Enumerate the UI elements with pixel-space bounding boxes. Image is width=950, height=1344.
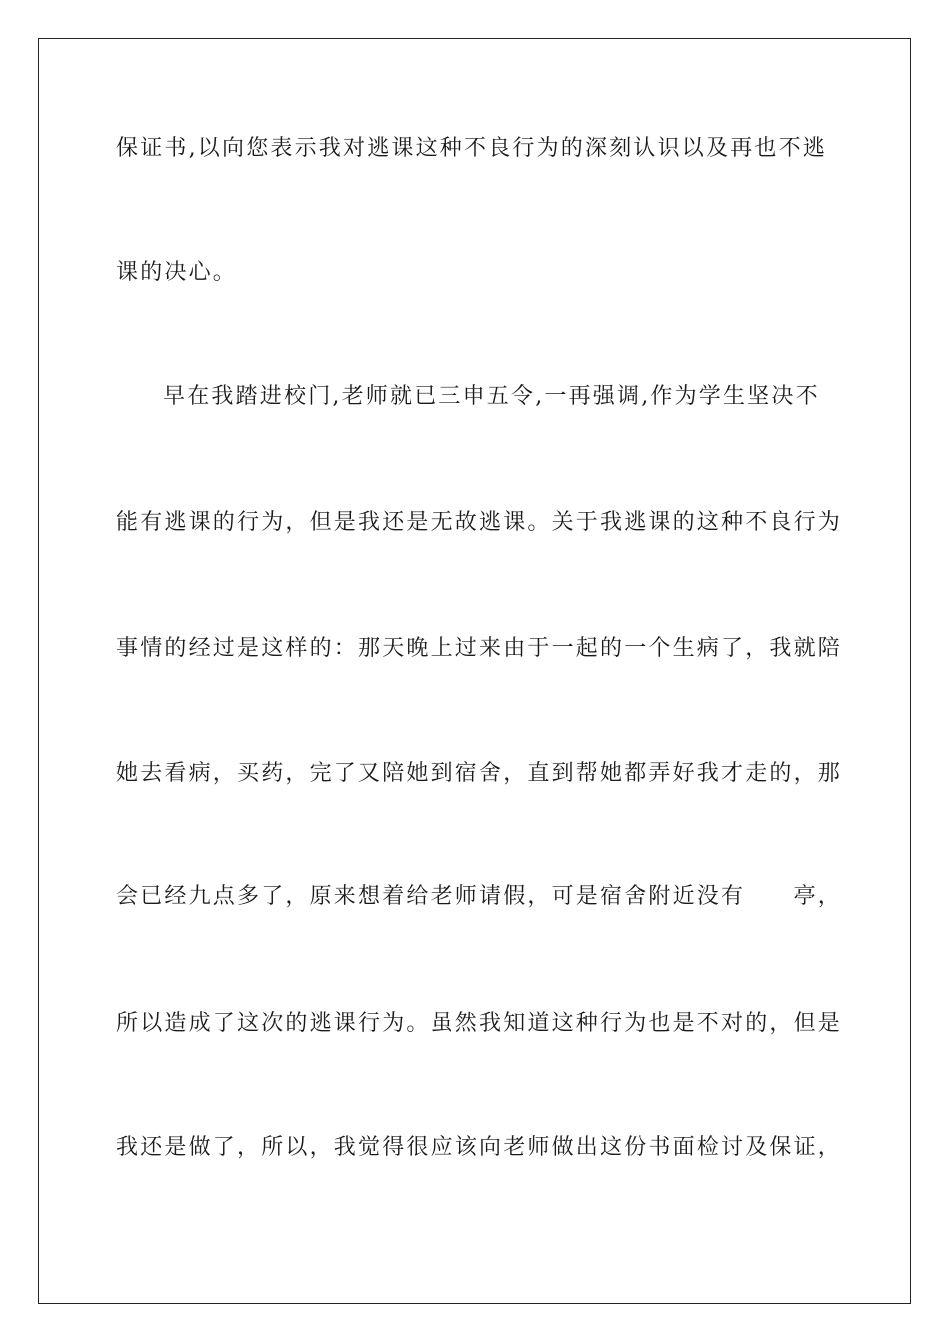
text-line-6: 她去看病，买药，完了又陪她到宿舍，直到帮她都弄好我才走的，那	[116, 761, 843, 786]
text-line-1: 保证书,以向您表示我对逃课这种不良行为的深刻认识以及再也不逃	[116, 136, 827, 161]
text-line-4: 能有逃课的行为，但是我还是无故逃课。关于我逃课的这种不良行为	[116, 510, 843, 535]
text-line-8: 所以造成了这次的逃课行为。虽然我知道这种行为也是不对的，但是	[116, 1011, 843, 1036]
page-border	[38, 38, 911, 1304]
text-line-2: 课的决心。	[116, 260, 238, 285]
text-line-3: 早在我踏进校门,老师就已三申五令,一再强调,作为学生坚决不	[163, 384, 820, 409]
text-line-9: 我还是做了，所以，我觉得很应该向老师做出这份书面检讨及保证，	[116, 1135, 843, 1160]
text-line-5: 事情的经过是这样的：那天晚上过来由于一起的一个生病了，我就陪	[116, 636, 843, 661]
text-line-7: 会已经九点多了，原来想着给老师请假，可是宿舍附近没有 亭，	[116, 884, 843, 909]
